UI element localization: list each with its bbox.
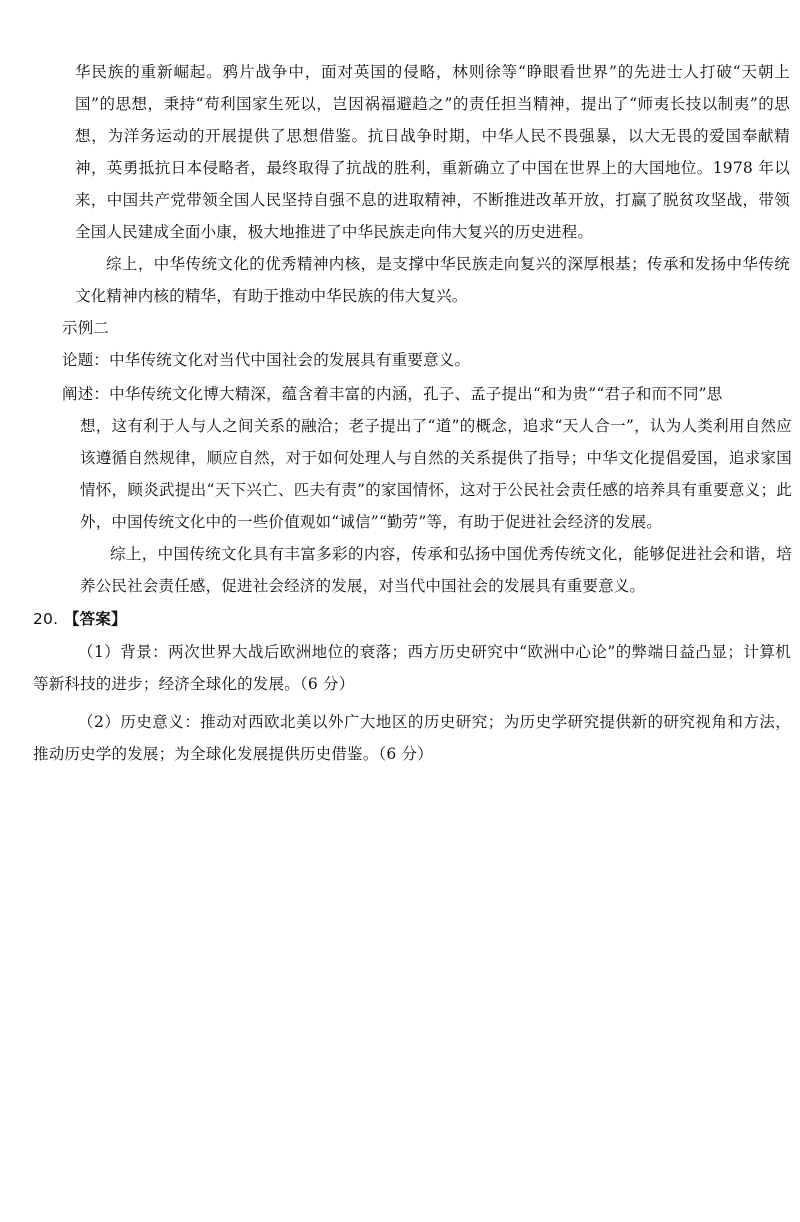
example-topic: 论题：中华传统文化对当代中国社会的发展具有重要意义。 xyxy=(62,351,471,369)
essay-conclusion-paragraph: 综上，中华传统文化的优秀精神内核，是支撑中华民族走向复兴的深厚根基；传承和发扬中华传统文化精神内核的精华，有助于推动中华民族的伟大复兴。 xyxy=(75,255,790,305)
essay-paragraph: 华民族的重新崛起。鸦片战争中，面对英国的侵略，林则徐等“睁眼看世界”的先进士人打破“天朝上国”的思想，秉持“苟利国家生死以，岂因祸福避趋之”的责任担当精神，提出了“师夷长技以制夷”的思想，为洋务运动的开展提供了思想借鉴。抗日战争时期，中华人民不畏强暴，以大无畏的爱国奉献精神，英勇抵抗日本侵略者，最终取得了抗战的胜利，重新确立了中国在世界上的大国地位。1978 年以来，中国共产党带领全国人民坚持自强不息的进取精神，不断推进改革开放，打赢了脱贫攻坚战，带领全国人民建成全面小康，极大地推进了中华民族走向伟大复兴的历史进程。 xyxy=(75,63,790,241)
question-heading xyxy=(33,603,333,635)
example-argument-first-line: 阐述：中华传统文化博大精深，蕴含着丰富的内涵，孔子、孟子提出“和为贵”“君子和而不同”思 xyxy=(62,385,723,403)
example-conclusion: 综上，中国传统文化具有丰富多彩的内容，传承和弘扬中国优秀传统文化，能够促进社会和谐，培养公民社会责任感，促进社会经济的发展，对当代中国社会的发展具有重要意义。 xyxy=(80,545,792,595)
example-heading: 示例二 xyxy=(62,319,110,337)
answer-part-2: （2）历史意义：推动对西欧北美以外广大地区的历史研究；为历史学研究提供新的研究视角和方法，推动历史学的发展；为全球化发展提供历史借鉴。（6 分） xyxy=(33,713,791,763)
answer-label: 【答案】 xyxy=(63,609,127,628)
question-number: 20. xyxy=(33,610,59,628)
answer-part-1: （1）背景：两次世界大战后欧洲地位的衰落；西方历史研究中“欧洲中心论”的弊端日益凸显；计算机等新科技的进步；经济全球化的发展。（6 分） xyxy=(33,643,791,693)
example-argument-body: 想，这有利于人与人之间关系的融洽；老子提出了“道”的概念，追求“天人合一”，认为人类利用自然应该遵循自然规律，顺应自然，对于如何处理人与自然的关系提供了指导；中华文化提倡爱国，追求家国情怀，顾炎武提出“天下兴亡、匹夫有责”的家国情怀，这对于公民社会责任感的培养具有重要意义；此外，中国传统文化中的一些价值观如“诚信”“勤劳”等，有助于促进社会经济的发展。 xyxy=(80,417,792,531)
